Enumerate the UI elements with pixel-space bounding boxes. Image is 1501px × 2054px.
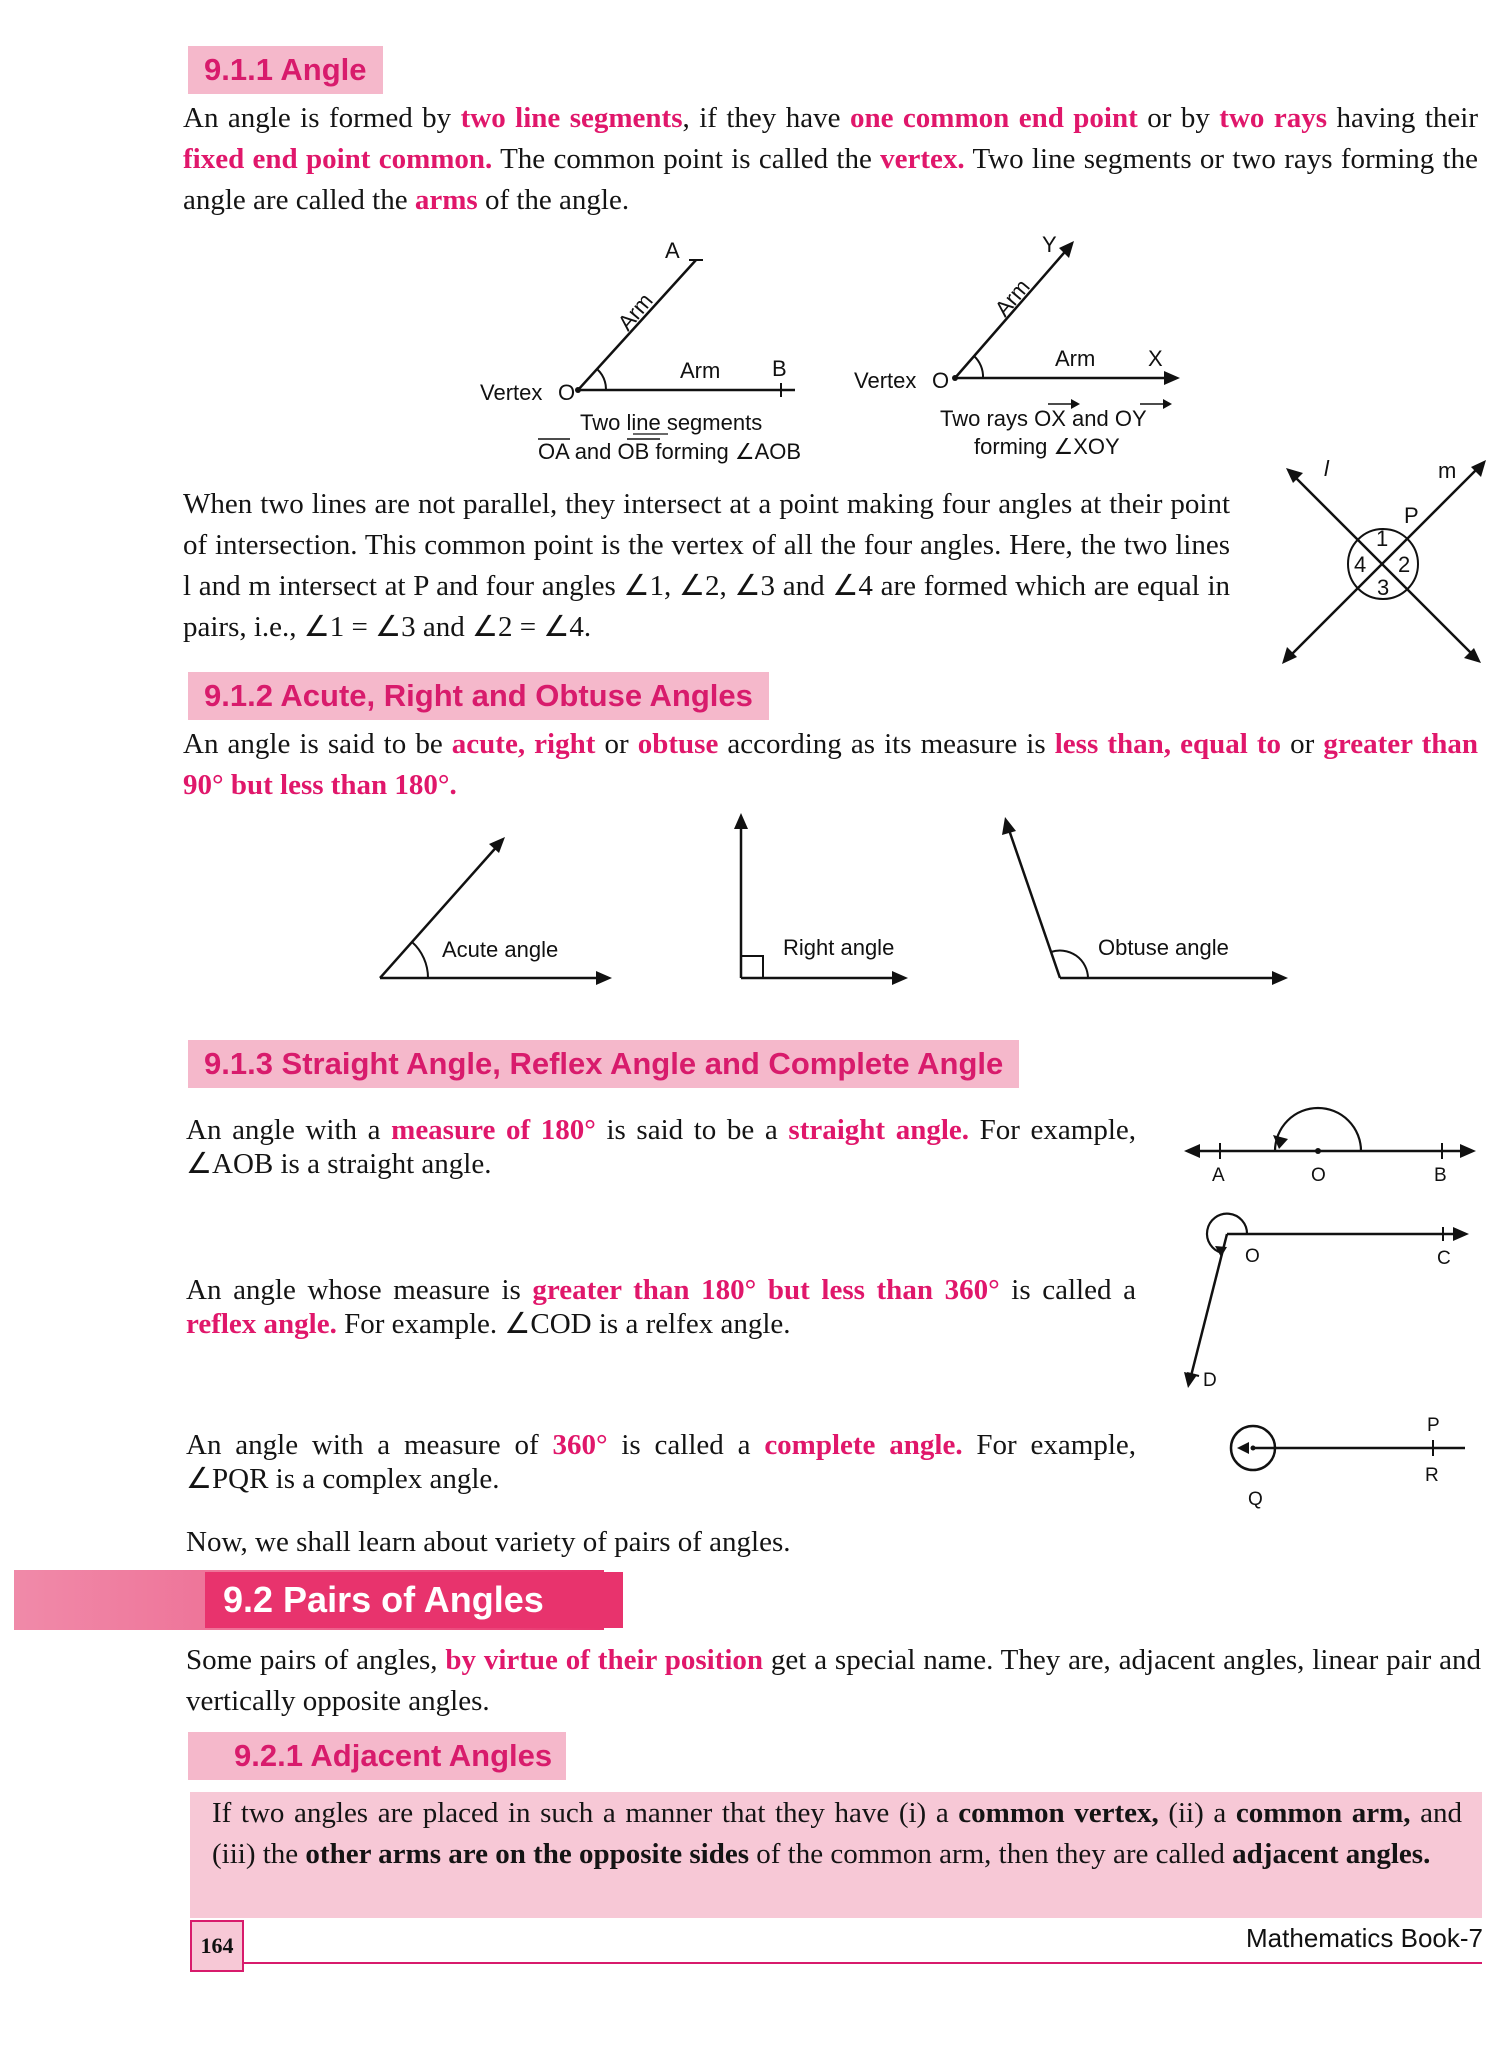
point-d-label: D <box>1203 1370 1217 1391</box>
text: of the common arm, then they are called <box>749 1838 1233 1870</box>
paragraph-adjacent-angles-definition <box>212 1793 1462 1875</box>
highlight: one common end point <box>849 102 1138 134</box>
caption-ox: OX <box>1034 406 1066 431</box>
point-p-label: P <box>1427 1415 1440 1436</box>
arrow-right <box>1460 1144 1476 1158</box>
line-l-label: l <box>1324 456 1329 481</box>
heading-9-2: 9.2 Pairs of Angles <box>205 1572 623 1628</box>
obtuse-base-arrow <box>1272 971 1288 985</box>
vertex-dot <box>575 387 581 393</box>
caption-line-2 <box>538 439 801 464</box>
figure-line-segments-angle <box>470 240 850 470</box>
heading-9-2-1: 9.2.1 Adjacent Angles <box>188 1732 566 1780</box>
caption-and: and <box>568 439 618 464</box>
acute-arm-arrow <box>489 837 505 853</box>
straight-arc <box>1275 1108 1361 1151</box>
point-q-label: Q <box>1248 1489 1263 1510</box>
highlight: acute, right <box>451 728 596 760</box>
paragraph-reflex-angle <box>186 1273 1136 1341</box>
text: An angle with a <box>186 1114 392 1146</box>
right-vertical-arrow <box>734 813 748 829</box>
highlight: two rays <box>1219 102 1327 134</box>
page-number: 164 <box>190 1920 244 1972</box>
angle-2-label: 2 <box>1398 552 1411 577</box>
text: having their <box>1327 102 1478 134</box>
right-base-arrow <box>892 971 908 985</box>
arrow-x <box>1164 371 1180 385</box>
point-x-label: X <box>1148 346 1163 371</box>
point-o-label: O <box>558 380 576 405</box>
highlight: fixed end point common. <box>183 143 493 175</box>
point-y-label: Y <box>1042 232 1057 257</box>
highlight: obtuse <box>637 728 719 760</box>
text: is called a <box>999 1274 1136 1306</box>
heading-9-1-2: 9.1.2 Acute, Right and Obtuse Angles <box>188 672 769 720</box>
text: get a special name. They are, adjacent angles, linear pair and vertically opposite angles. <box>186 1644 1481 1717</box>
point-r-label: R <box>1425 1465 1439 1486</box>
arrow-c <box>1453 1227 1469 1241</box>
figure-intersecting-lines <box>1270 450 1495 675</box>
point-c-label: C <box>1437 1248 1451 1269</box>
obtuse-label: Obtuse angle <box>1098 935 1229 960</box>
text: For example. ∠COD is a relfex angle. <box>336 1308 791 1340</box>
highlight: reflex angle. <box>186 1308 337 1340</box>
text: Some pairs of angles, <box>186 1644 446 1676</box>
paragraph-transition: Now, we shall learn about variety of pairs of angles. <box>186 1526 791 1558</box>
acute-base-arrow <box>596 971 612 985</box>
paragraph-intersecting-lines: When two lines are not parallel, they intersect at a point making four angles at their point of intersection. This common point is the vertex of all the four angles. Here, the two lines l and m intersect at P and four angles ∠1, ∠2, ∠3 and ∠4 are formed which are equal in pairs, i.e., ∠1 = ∠3 and ∠2 = ∠4. <box>183 488 1230 643</box>
caption-rest: forming ∠AOB <box>649 439 802 464</box>
complete-arrow <box>1237 1442 1249 1454</box>
point-a-label: A <box>1212 1165 1225 1186</box>
caption-line-1 <box>940 406 1147 431</box>
highlight: by virtue of their position <box>445 1644 764 1676</box>
point-b-label: B <box>1434 1165 1447 1186</box>
vertex-dot <box>952 375 958 381</box>
arm-label-ob: Arm <box>680 358 721 383</box>
figure-rays-angle <box>850 232 1190 472</box>
figure-acute-right-obtuse <box>370 805 1300 995</box>
vertex-q <box>1251 1446 1256 1451</box>
text: For example, ∠PQR is a complex angle. <box>186 1429 1137 1495</box>
arm-label-oy: Arm <box>989 274 1035 322</box>
text: or <box>595 728 638 760</box>
paragraph-complete-angle <box>186 1428 1136 1496</box>
caption-ob: OB <box>617 439 650 464</box>
right-angle-mark <box>741 956 763 978</box>
vec-oy-head <box>1163 399 1172 409</box>
text: or by <box>1137 102 1220 134</box>
line-m-label: m <box>1438 458 1457 483</box>
arm-label-ox: Arm <box>1055 346 1096 371</box>
point-o-label: O <box>1245 1246 1260 1267</box>
highlight: straight angle. <box>788 1114 970 1146</box>
vertex-o <box>1315 1148 1321 1154</box>
text: If two angles are placed in such a manner that they have (i) a <box>212 1797 959 1829</box>
text: An angle is formed by <box>183 102 461 134</box>
text: is said to be a <box>595 1114 789 1146</box>
arrow-left <box>1184 1144 1200 1158</box>
caption-a: Two rays <box>940 406 1035 431</box>
point-p-label: P <box>1404 503 1419 528</box>
figure-reflex-angle <box>1175 1200 1475 1400</box>
highlight: 360° <box>552 1429 608 1461</box>
text: (ii) a <box>1158 1797 1236 1829</box>
paragraph-pairs-of-angles <box>186 1640 1481 1722</box>
text: The common point is called the <box>492 143 881 175</box>
point-a-label: A <box>665 238 680 263</box>
angle-arc <box>597 369 606 390</box>
highlight: greater than 90° but less than 180°. <box>183 728 1478 801</box>
line-m <box>1288 466 1480 658</box>
caption-and: and <box>1065 406 1115 431</box>
heading-9-1-3: 9.1.3 Straight Angle, Reflex Angle and Complete Angle <box>188 1040 1019 1088</box>
highlight: vertex. <box>880 143 965 175</box>
caption-oa: OA <box>538 439 569 464</box>
text: An angle with a measure of <box>186 1429 553 1461</box>
heading-9-1-1: 9.1.1 Angle <box>188 46 383 94</box>
acute-arc <box>412 942 428 978</box>
figure-straight-angle <box>1180 1105 1480 1185</box>
text: of the angle. <box>477 184 630 216</box>
paragraph-straight-angle <box>186 1113 1136 1181</box>
point-o-label: O <box>1311 1165 1326 1186</box>
highlight: arms <box>414 184 478 216</box>
text: or <box>1281 728 1324 760</box>
right-label: Right angle <box>783 935 895 960</box>
text: according as its measure is <box>718 728 1055 760</box>
highlight: complete angle. <box>764 1429 963 1461</box>
highlight: two line segments <box>460 102 683 134</box>
highlight: greater than 180° but less than 360° <box>532 1274 1000 1306</box>
angle-4-label: 4 <box>1354 552 1367 577</box>
text: is called a <box>607 1429 765 1461</box>
obtuse-arm-arrow <box>1002 817 1016 835</box>
line-l <box>1292 474 1475 657</box>
paragraph-angle-definition <box>183 98 1478 221</box>
text: An angle is said to be <box>183 728 452 760</box>
bold-text: common vertex, <box>958 1797 1159 1829</box>
highlight: measure of 180° <box>391 1114 596 1146</box>
vertex-label: Vertex <box>854 368 917 393</box>
text: , if they have <box>682 102 850 134</box>
vertex-label: Vertex <box>480 380 543 405</box>
obtuse-arm <box>1008 827 1060 978</box>
angle-3-label: 3 <box>1377 575 1390 600</box>
angle-arc <box>974 356 983 378</box>
caption-line-2: forming ∠XOY <box>974 434 1120 459</box>
figure-complete-angle <box>1215 1405 1485 1520</box>
point-o-label: O <box>932 368 950 393</box>
text: An angle whose measure is <box>186 1274 533 1306</box>
point-b-label: B <box>772 356 787 381</box>
text: Two line segments or two rays forming the angle are called the <box>183 143 1478 216</box>
highlight: less than, equal to <box>1054 728 1282 760</box>
acute-label: Acute angle <box>442 937 559 962</box>
caption-oy: OY <box>1114 406 1147 431</box>
text: and (iii) the <box>212 1797 1463 1870</box>
footer-rule <box>190 1962 1482 1964</box>
angle-1-label: 1 <box>1376 526 1389 551</box>
bold-text: common arm, <box>1235 1797 1411 1829</box>
book-title: Mathematics Book-7 <box>1246 1923 1483 1953</box>
bold-text: other arms are on the opposite sides <box>305 1838 750 1870</box>
paragraph-angle-types <box>183 724 1478 806</box>
text: For example, ∠AOB is a straight angle. <box>186 1114 1137 1180</box>
caption-line-1: Two line segments <box>580 410 763 435</box>
arm-label-oa: Arm <box>612 288 658 336</box>
bold-text: adjacent angles. <box>1232 1838 1431 1870</box>
